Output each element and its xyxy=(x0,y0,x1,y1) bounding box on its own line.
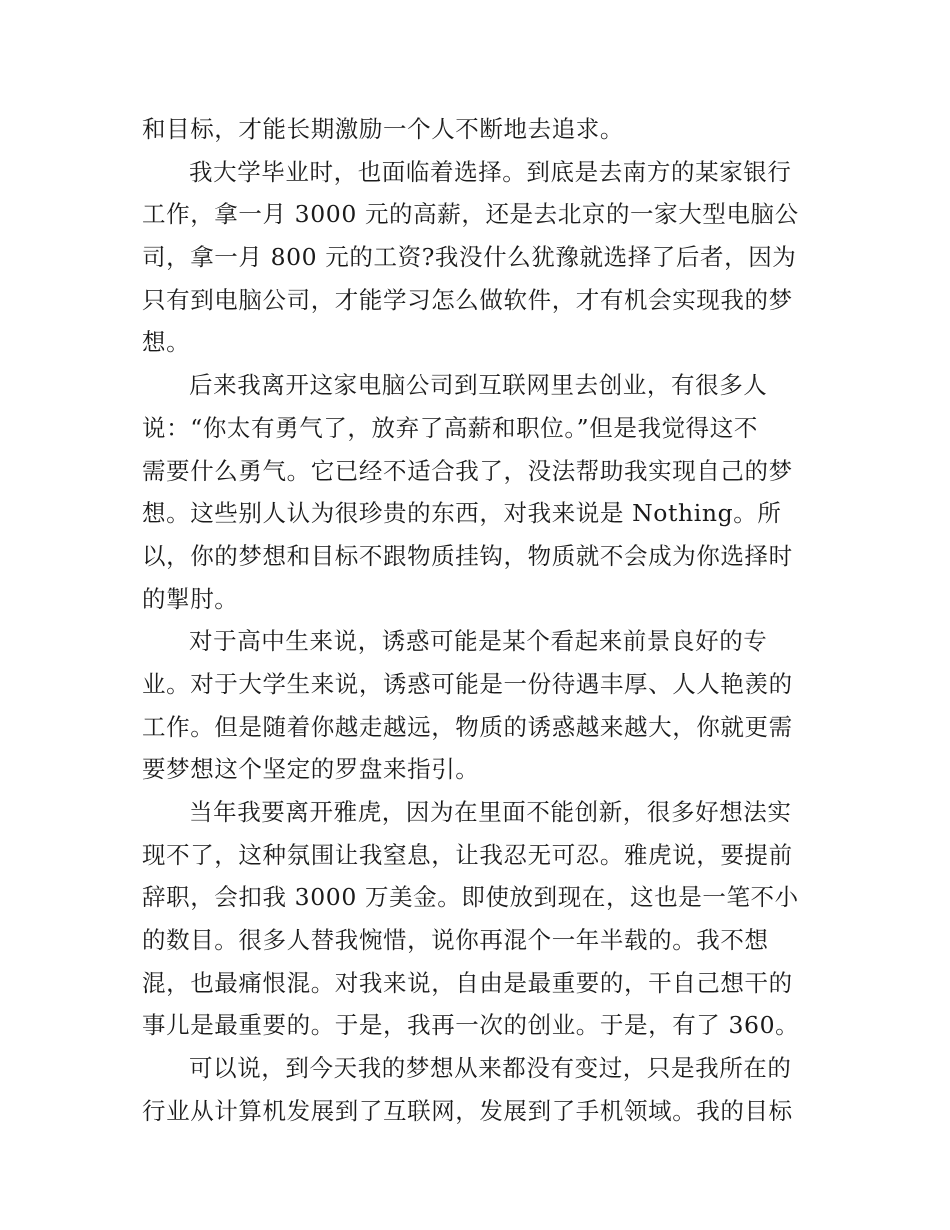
text-line: 辞职，会扣我 3000 万美金。即使放到现在，这也是一笔不小 xyxy=(142,883,799,912)
text-line: 说：“你太有勇气了，放弃了高薪和职位。”但是我觉得这不 xyxy=(142,413,758,442)
text-line: 当年我要离开雅虎，因为在里面不能创新，很多好想法实 xyxy=(189,798,792,826)
text-line: 工作，拿一月 3000 元的高薪，还是去北京的一家大型电脑公 xyxy=(142,200,799,229)
text-line: 对于高中生来说，诱惑可能是某个看起来前景良好的专 xyxy=(189,627,768,656)
text-line: 后来我离开这家电脑公司到互联网里去创业，有很多人 xyxy=(189,371,768,400)
text-line: 要梦想这个坚定的罗盘来指引。 xyxy=(142,755,480,784)
text-line: 混，也最痛恨混。对我来说，自由是最重要的，干自己想干的 xyxy=(142,968,793,997)
text-line: 行业从计算机发展到了互联网，发展到了手机领域。我的目标 xyxy=(142,1096,793,1125)
text-line: 司，拿一月 800 元的工资?我没什么犹豫就选择了后者，因为 xyxy=(142,243,797,272)
text-line: 工作。但是随着你越走越远，物质的诱惑越来越大，你就更需 xyxy=(142,712,793,741)
text-line: 我大学毕业时，也面临着选择。到底是去南方的某家银行 xyxy=(189,157,792,186)
text-line: 的掣肘。 xyxy=(142,584,239,613)
text-line: 和目标，才能长期激励一个人不断地去追求。 xyxy=(142,115,624,143)
text-line: 现不了，这种氛围让我窒息，让我忍无可忍。雅虎说，要提前 xyxy=(142,840,793,869)
text-line: 需要什么勇气。它已经不适合我了，没法帮助我实现自己的梦 xyxy=(142,456,793,485)
document-body xyxy=(142,108,812,1133)
text-line: 以，你的梦想和目标不跟物质挂钩，物质就不会成为你选择时 xyxy=(142,541,793,570)
text-line: 只有到电脑公司，才能学习怎么做软件，才有机会实现我的梦 xyxy=(142,285,793,314)
text-line: 的数目。很多人替我惋惜，说你再混个一年半载的。我不想 xyxy=(142,926,769,955)
text-line: 业。对于大学生来说，诱惑可能是一份待遇丰厚、人人艳羡的 xyxy=(142,669,793,698)
text-line: 想。这些别人认为很珍贵的东西，对我来说是 Nothing。所 xyxy=(142,499,782,528)
text-line: 可以说，到今天我的梦想从来都没有变过，只是我所在的 xyxy=(189,1054,792,1083)
text-line: 事儿是最重要的。于是，我再一次的创业。于是，有了 360。 xyxy=(142,1011,800,1040)
text-line: 想。 xyxy=(142,328,191,357)
